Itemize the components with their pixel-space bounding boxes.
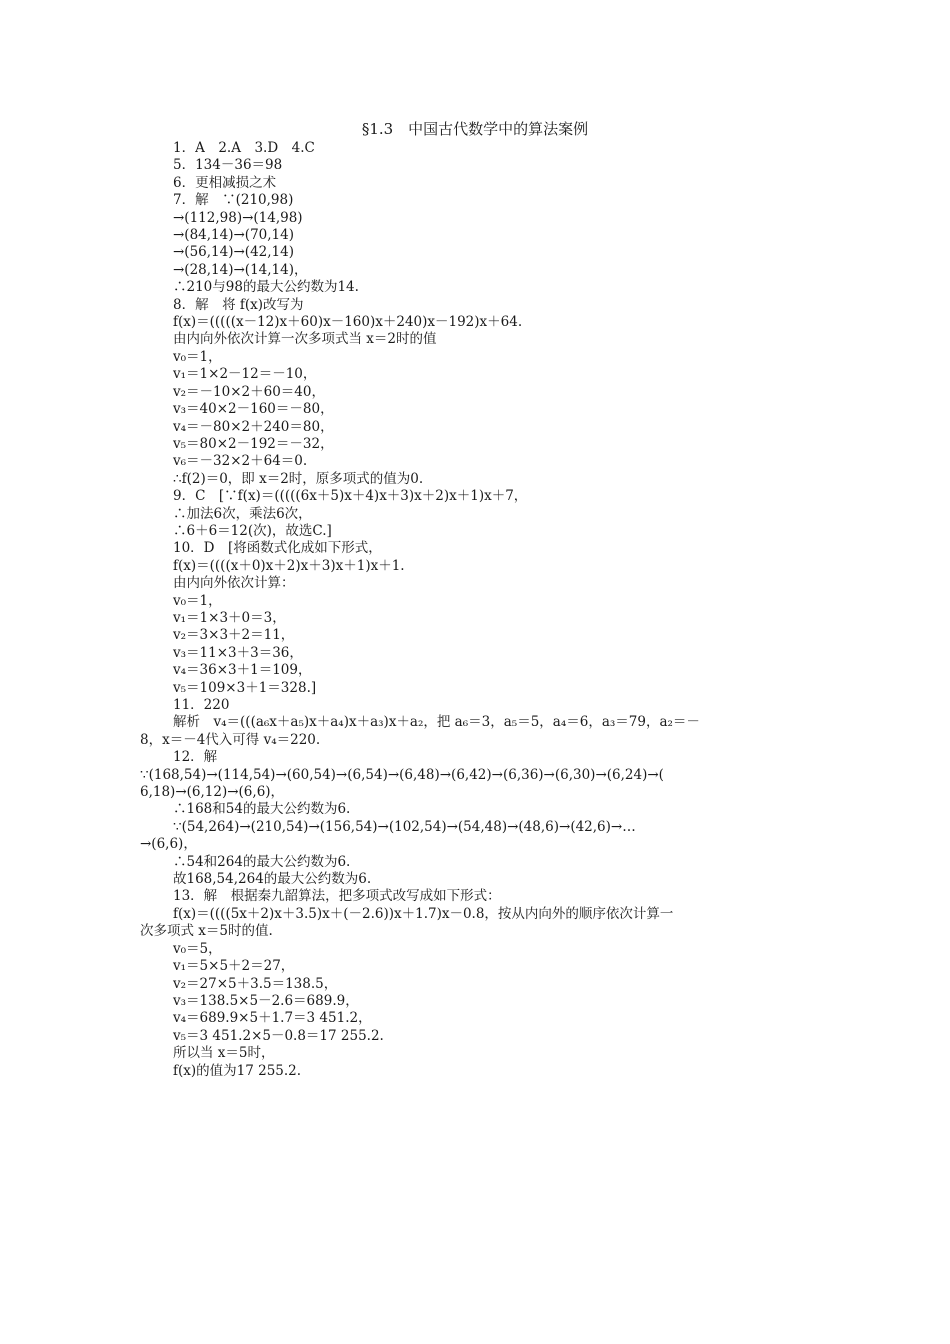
text-line: →(28,14)→(14,14)， xyxy=(173,261,308,278)
text-line: f(x)＝(((((x－12)x＋60)x－160)x＋240)x－192)x＋64. xyxy=(173,314,523,331)
text-line: v₃＝11×3＋3＝36， xyxy=(173,644,303,661)
text-line: v₀＝1， xyxy=(173,348,222,365)
section-title: §1.3 中国古代数学中的算法案例 xyxy=(361,120,589,138)
text-line: 5．134－36＝98 xyxy=(173,157,283,174)
text-line: v₄＝－80×2＋240＝80， xyxy=(173,418,334,435)
text-line: →(84,14)→(70,14) xyxy=(173,227,294,244)
text-line: 7．解 ∵(210,98) xyxy=(173,192,294,209)
text-line: v₄＝36×3＋1＝109， xyxy=(173,662,312,679)
text-line: v₃＝40×2－160＝－80， xyxy=(173,401,334,418)
text-line: 由内向外依次计算： xyxy=(173,575,295,592)
text-line: ∵(54,264)→(210,54)→(156,54)→(102,54)→(54,48)→(48,6)→(42,6)→… xyxy=(173,818,636,835)
text-line: 6．更相减损之术 xyxy=(173,174,277,191)
text-line: v₂＝3×3＋2＝11， xyxy=(173,627,295,644)
text-line: 12．解 xyxy=(173,749,218,766)
text-line: v₂＝27×5＋3.5＝138.5， xyxy=(173,975,338,992)
text-line: v₄＝689.9×5＋1.7＝3 451.2， xyxy=(173,1010,372,1027)
text-line: v₆＝－32×2＋64＝0. xyxy=(173,453,308,470)
text-line: 11．220 xyxy=(173,697,230,713)
text-line: v₁＝1×2－12＝－10， xyxy=(173,366,317,383)
text-line: ∴54和264的最大公约数为6. xyxy=(173,853,351,870)
text-line: ∴加法6次，乘法6次， xyxy=(173,505,312,522)
text-line: 8，x＝－4代入可得 v₄＝220. xyxy=(140,731,321,748)
text-line: v₃＝138.5×5－2.6＝689.9， xyxy=(173,992,359,1009)
text-line: 13．解 根据秦九韶算法，把多项式改写成如下形式： xyxy=(173,888,501,905)
text-line: 故168,54,264的最大公约数为6. xyxy=(173,871,372,888)
text-line: 10．D [将函数式化成如下形式， xyxy=(173,540,382,557)
text-line: v₁＝5×5＋2＝27， xyxy=(173,958,295,975)
text-line: f(x)＝((((x＋0)x＋2)x＋3)x＋1)x＋1. xyxy=(173,557,405,574)
text-line: v₀＝5， xyxy=(173,940,222,957)
text-line: ∴210与98的最大公约数为14. xyxy=(173,279,359,296)
text-line: f(x)的值为17 255.2. xyxy=(173,1062,302,1079)
text-line: ∴6＋6＝12(次)，故选C.] xyxy=(173,522,332,539)
text-line: →(6,6)， xyxy=(140,836,197,853)
text-line: v₀＝1， xyxy=(173,592,222,609)
text-line: 1．A 2.A 3.D 4.C xyxy=(173,140,315,156)
answer-text-body xyxy=(140,140,812,1080)
text-line: 解析 v₄＝(((a₆x＋a₅)x＋a₄)x＋a₃)x＋a₂，把 a₆＝3，a₅＝5，a₄＝6，a₃＝79，a₂＝－ xyxy=(173,714,700,731)
text-line: 由内向外依次计算一次多项式当 x＝2时的值 xyxy=(173,331,437,348)
text-line: 9．C [∵f(x)＝(((((6x＋5)x＋4)x＋3)x＋2)x＋1)x＋7， xyxy=(173,488,528,505)
text-line: v₂＝－10×2＋60＝40， xyxy=(173,383,325,400)
text-line: 6,18)→(6,12)→(6,6)， xyxy=(140,784,285,801)
text-line: ∴168和54的最大公约数为6. xyxy=(173,801,351,818)
text-line: ∵(168,54)→(114,54)→(60,54)→(6,54)→(6,48)→(6,42)→(6,36)→(6,30)→(6,24)→( xyxy=(140,766,664,783)
text-line: f(x)＝((((5x＋2)x＋3.5)x＋(－2.6))x＋1.7)x－0.8，按从内向外的顺序依次计算一 xyxy=(173,905,674,922)
text-line: v₁＝1×3＋0＝3， xyxy=(173,609,286,626)
text-line: v₅＝3 451.2×5－0.8＝17 255.2. xyxy=(173,1027,384,1044)
text-line: 次多项式 x＝5时的值. xyxy=(140,923,273,940)
text-line: v₅＝109×3＋1＝328.] xyxy=(173,679,317,696)
text-line: →(56,14)→(42,14) xyxy=(173,244,294,261)
text-line: 8．解 将 f(x)改写为 xyxy=(173,296,304,313)
text-line: v₅＝80×2－192＝－32， xyxy=(173,435,334,452)
text-line: 所以当 x＝5时， xyxy=(173,1045,275,1062)
text-line: ∴f(2)＝0，即 x＝2时，原多项式的值为0. xyxy=(173,470,424,487)
text-line: →(112,98)→(14,98) xyxy=(173,209,303,226)
